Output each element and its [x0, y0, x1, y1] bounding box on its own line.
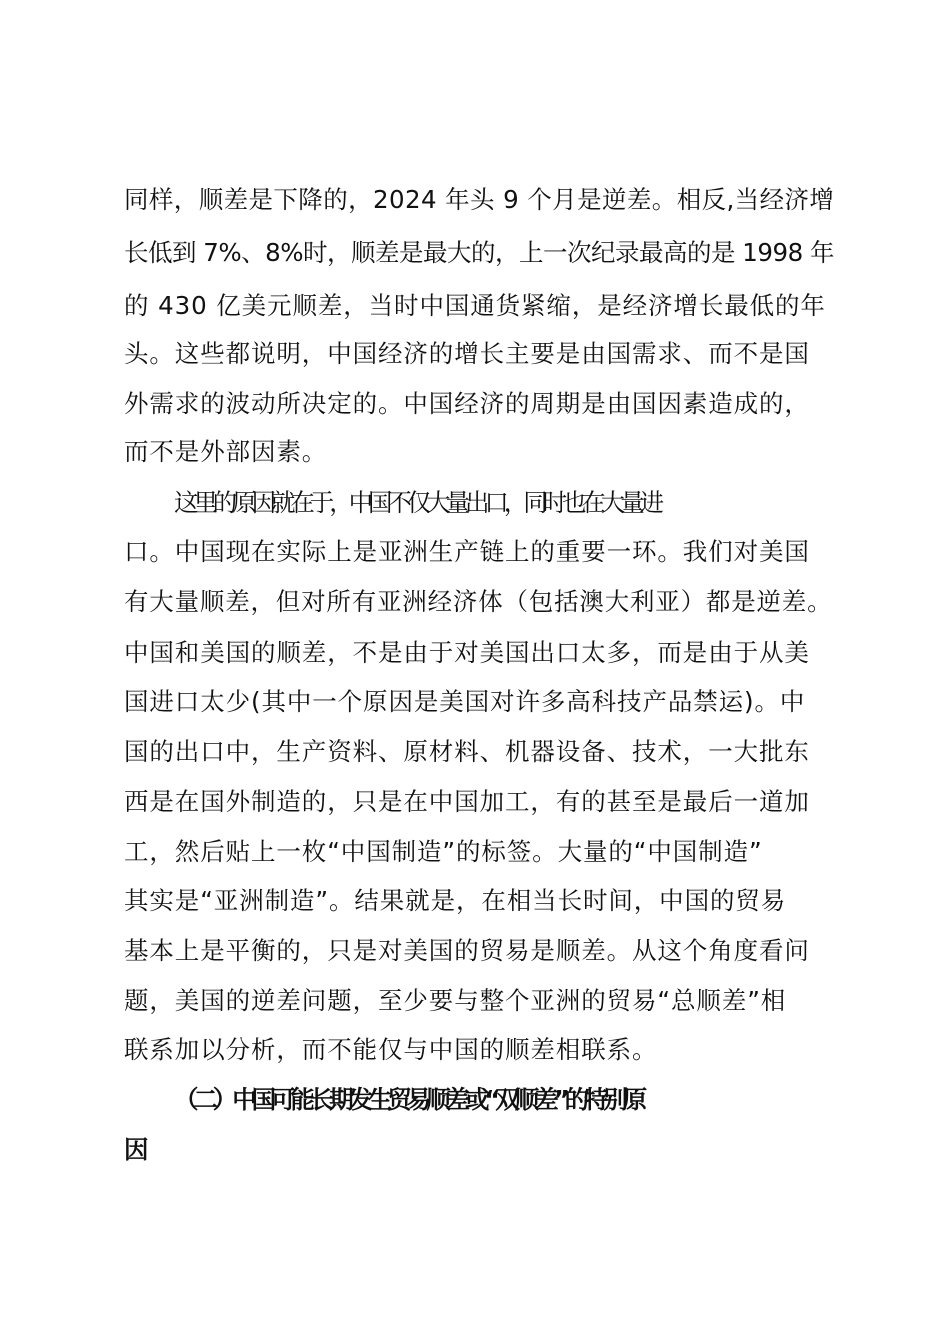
- section-heading: （二）中国可能长期发生贸易顺差或“双顺差”的特别原: [174, 1085, 643, 1114]
- text-line: 题，美国的逆差问题，至少要与整个亚洲的贸易“总顺差”相: [124, 986, 787, 1015]
- text-line: 国的出口中，生产资料、原材料、机器设备、技术，一大批东: [124, 737, 810, 766]
- text-line: 国进口太少(其中一个原因是美国对许多高科技产品禁运)。中: [124, 687, 806, 716]
- text-line: 基本上是平衡的，只是对美国的贸易是顺差。从这个角度看问: [124, 936, 810, 965]
- text-line: 头。这些都说明，中国经济的增长主要是由国需求、而不是国: [124, 339, 810, 368]
- text-line: 有大量顺差，但对所有亚洲经济体（包括澳大利亚）都是逆差。: [124, 587, 833, 616]
- text-line: 这里的原因就在于，中国不仅大量出口，同时也在大量进: [174, 488, 659, 517]
- text-line: 外需求的波动所决定的。中国经济的周期是由国因素造成的，: [124, 389, 810, 418]
- text-line: 的 430 亿美元顺差，当时中国通货紧缩，是经济增长最低的年: [124, 291, 826, 320]
- text-line: 口。中国现在实际上是亚洲生产链上的重要一环。我们对美国: [124, 537, 810, 566]
- text-line: 其实是“亚洲制造”。结果就是，在相当长时间，中国的贸易: [124, 886, 787, 915]
- section-heading: 因: [124, 1135, 150, 1164]
- text-line: 中国和美国的顺差，不是由于对美国出口太多，而是由于从美: [124, 638, 810, 667]
- text-line: 而不是外部因素。: [124, 437, 328, 466]
- text-line: 同样，顺差是下降的，2024 年头 9 个月是逆差。相反,当经济增: [124, 185, 835, 214]
- text-line: 联系加以分析，而不能仅与中国的顺差相联系。: [124, 1035, 658, 1064]
- text-line: 西是在国外制造的，只是在中国加工，有的甚至是最后一道加: [124, 787, 810, 816]
- text-line: 长低到 7%、8%时，顺差是最大的，上一次纪录最高的是 1998 年: [124, 238, 834, 267]
- text-line: 工，然后贴上一枚“中国制造”的标签。大量的“中国制造”: [124, 837, 763, 866]
